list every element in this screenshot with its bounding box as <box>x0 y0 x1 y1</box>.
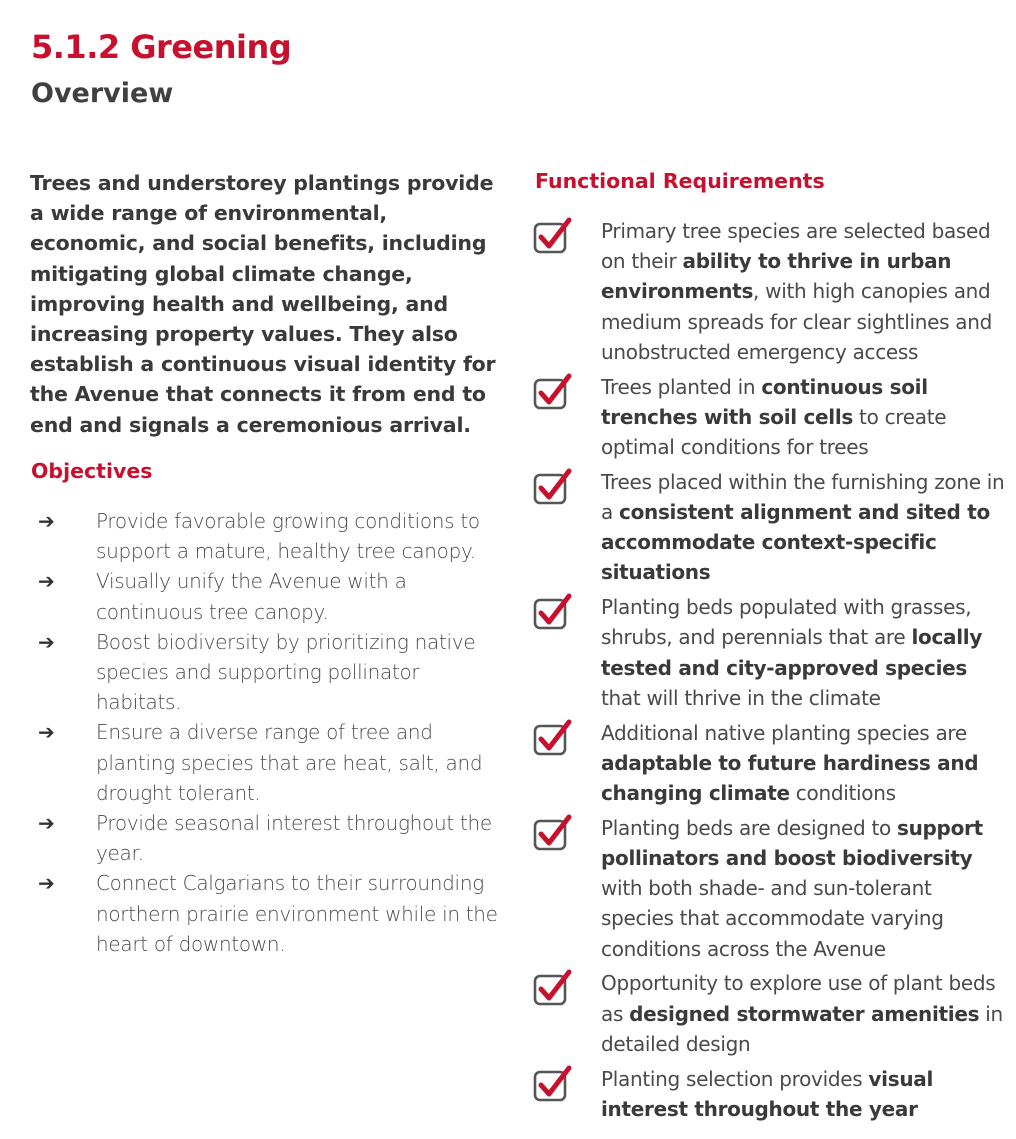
arrow-right-icon: ➔ <box>38 569 55 594</box>
requirement-text-pre: Primary tree species are selected based on their <box>601 219 991 274</box>
objective-item <box>30 717 510 808</box>
checkbox-checked-icon <box>531 216 601 256</box>
checkbox-checked-icon <box>531 1064 601 1104</box>
requirement-text-post: conditions <box>789 781 896 806</box>
functional-requirements-list <box>531 216 1006 1129</box>
requirement-text-pre: Planting beds populated with grasses, shrubs, and perennials that are <box>601 595 972 650</box>
requirement-text-emphasis: adaptable to future hardiness and changing climate <box>601 750 979 806</box>
requirement-text-post: that will thrive in the climate <box>601 685 881 710</box>
objectives-heading: Objectives <box>31 459 153 483</box>
requirement-text-post: , with high canopies and medium spreads for clear sightlines and unobstructed emergency access <box>601 279 993 364</box>
requirement-text-pre: Opportunity to explore use of plant beds as <box>601 971 996 1026</box>
requirement-item <box>531 813 1006 964</box>
arrow-right-icon: ➔ <box>38 509 55 533</box>
requirement-text <box>601 968 1006 1059</box>
checkbox-checked-icon <box>531 467 601 507</box>
requirement-text-post: with both shade- and sun-tolerant species that accommodate varying conditions across the Avenue <box>601 876 944 961</box>
requirement-text-emphasis: locally tested and city-approved species <box>601 625 983 680</box>
requirement-text <box>601 372 1006 463</box>
requirement-text-emphasis: visual interest throughout the year <box>601 1066 934 1121</box>
requirement-text <box>601 592 1006 713</box>
requirement-text <box>601 718 1006 809</box>
requirement-text-emphasis: support pollinators and boost biodiversity <box>601 815 983 871</box>
requirement-text-emphasis: continuous soil trenches with soil cells <box>601 374 928 429</box>
requirement-text <box>601 813 1006 964</box>
requirement-item <box>531 372 1006 463</box>
arrow-right-icon: ➔ <box>38 720 55 745</box>
objective-item <box>30 808 510 868</box>
requirement-text-emphasis: designed stormwater amenities <box>629 1001 980 1026</box>
requirement-item <box>531 216 1006 367</box>
requirement-item <box>531 592 1006 713</box>
objectives-list <box>30 506 510 959</box>
arrow-right-icon: ➔ <box>38 811 55 836</box>
objective-item <box>30 566 510 626</box>
objective-text: Visually unify the Avenue with a continuous tree canopy. <box>96 569 407 624</box>
requirement-text-post: to create optimal conditions for trees <box>601 404 947 460</box>
requirement-text-pre: Trees placed within the furnishing zone in a <box>601 469 1005 525</box>
requirement-text <box>601 216 1006 367</box>
requirement-item <box>531 968 1006 1059</box>
checkbox-checked-icon <box>531 592 601 632</box>
requirement-text <box>601 467 1006 588</box>
objective-item <box>30 627 510 718</box>
requirement-text-emphasis: consistent alignment and sited to accommodate context-specific situations <box>601 500 990 585</box>
arrow-right-icon: ➔ <box>38 629 55 654</box>
requirement-text-post: in detailed design <box>601 1001 1003 1056</box>
checkbox-checked-icon <box>531 968 601 1008</box>
objective-text: Connect Calgarians to their surrounding northern prairie environment while in the heart of downtown. <box>96 871 498 956</box>
requirement-text-pre: Trees planted in <box>601 374 762 399</box>
checkbox-checked-icon <box>531 372 601 412</box>
requirement-item <box>531 1064 1006 1124</box>
checkbox-checked-icon <box>531 813 601 853</box>
arrow-right-icon: ➔ <box>38 871 55 896</box>
objective-text: Provide favorable growing conditions to support a mature, healthy tree canopy. <box>96 509 480 564</box>
section-subtitle: Overview <box>31 78 174 109</box>
requirement-text-pre: Planting selection provides <box>601 1066 869 1091</box>
objective-item <box>30 868 510 959</box>
requirement-text-pre: Additional native planting species are <box>601 720 967 745</box>
functional-requirements-heading: Functional Requirements <box>535 169 825 193</box>
requirement-item <box>531 718 1006 809</box>
checkbox-checked-icon <box>531 718 601 758</box>
objective-text: Boost biodiversity by prioritizing native species and supporting pollinator habitats. <box>96 629 476 715</box>
requirement-text-emphasis: ability to thrive in urban environments <box>601 249 952 304</box>
requirement-text-pre: Planting beds are designed to <box>601 815 897 840</box>
objective-text: Ensure a diverse range of tree and planting species that are heat, salt, and drought tolerant. <box>96 720 483 805</box>
section-title: 5.1.2 Greening <box>31 28 292 66</box>
objective-item <box>30 506 510 566</box>
intro-paragraph: Trees and understorey plantings provide a wide range of environmental, economic, and social benefits, including mitigating global climate change, improving health and wellbeing, and increasing property values. They also establish a continuous visual identity for the Avenue that connects it from end to end and signals a ceremonious arrival. <box>30 171 496 437</box>
requirement-item <box>531 467 1006 588</box>
requirement-text <box>601 1064 1006 1124</box>
objective-text: Provide seasonal interest throughout the year. <box>96 811 492 866</box>
